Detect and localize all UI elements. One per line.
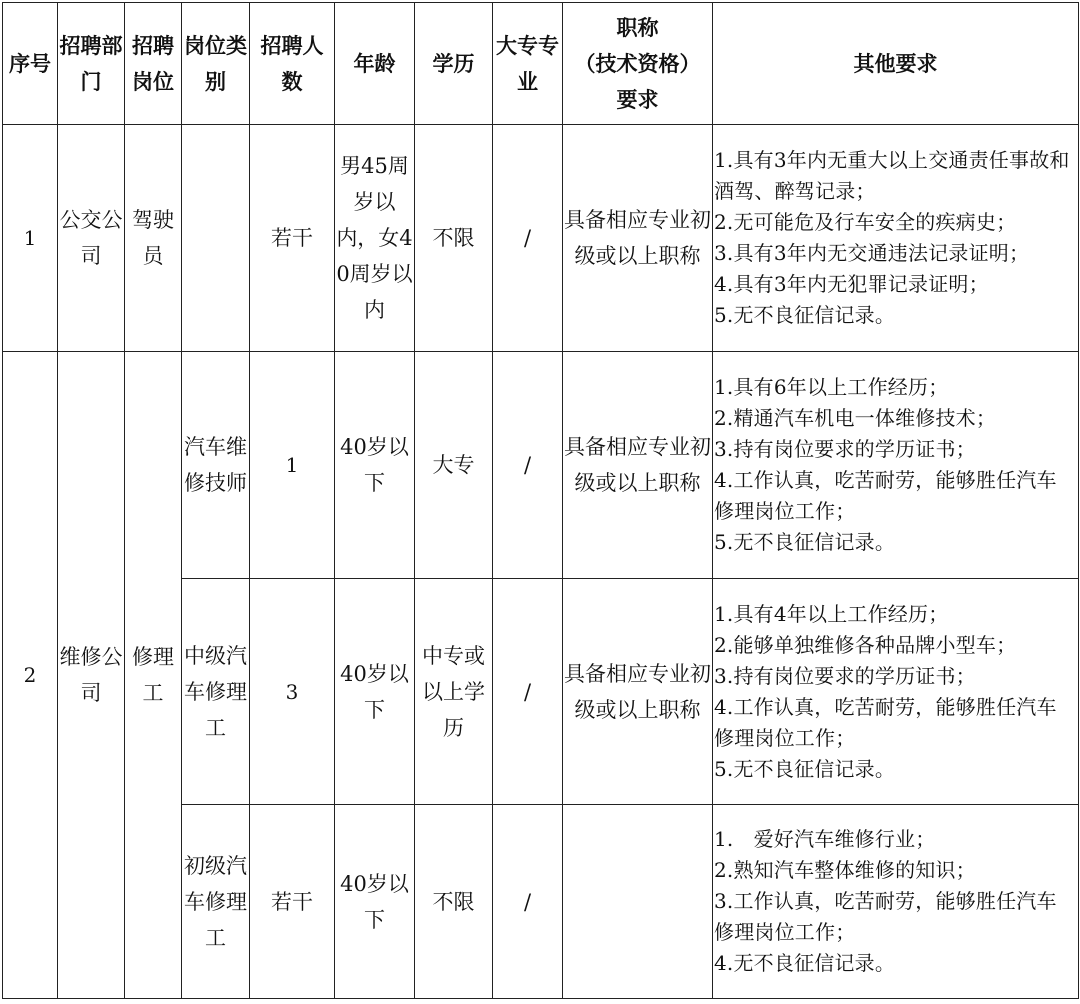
header-row [3,3,1079,125]
requirement-item: 3.持有岗位要求的学历证书； [714,663,976,688]
requirement-item: 4.工作认真，吃苦耐劳，能够胜任汽车修理岗位工作； [714,694,1057,750]
cell-post: 修理工 [125,352,182,999]
header-major: 大专专业 [493,3,563,125]
header-title-line3: 要求 [616,87,659,112]
table-row [3,352,1079,579]
cell-requirements [713,579,1079,805]
cell-edu: 不限 [415,805,493,999]
header-title-line2: （技术资格） [574,51,701,76]
cell-category: 汽车维修技师 [182,352,250,579]
cell-major: / [493,352,563,579]
cell-age: 男45周岁以内，女40周岁以内 [335,125,415,352]
cell-requirements [713,805,1079,999]
cell-category: 初级汽车修理工 [182,805,250,999]
requirement-item: 2.能够单独维修各种品牌小型车； [714,632,1017,657]
cell-requirements [713,352,1079,579]
requirement-item: 1. 爱好汽车维修行业； [714,827,936,851]
cell-requirements [713,125,1079,352]
cell-dept: 公交公司 [58,125,125,352]
header-category: 岗位类别 [182,3,250,125]
cell-edu: 不限 [415,125,493,352]
cell-age: 40岁以下 [335,352,415,579]
requirement-item: 1.具有6年以上工作经历； [714,375,949,399]
header-title [563,3,713,125]
header-age: 年龄 [335,3,415,125]
cell-dept: 维修公司 [58,352,125,999]
cell-age: 40岁以下 [335,805,415,999]
cell-seq: 2 [3,352,58,999]
header-seq: 序号 [3,3,58,125]
requirement-item: 2.无可能危及行车安全的疾病史； [714,210,1017,234]
cell-title: 具备相应专业初级或以上职称 [563,579,713,805]
cell-category [182,125,250,352]
header-dept: 招聘部门 [58,3,125,125]
recruitment-table [2,2,1079,999]
cell-seq: 1 [3,125,58,352]
header-other: 其他要求 [713,3,1079,125]
cell-category: 中级汽车修理工 [182,579,250,805]
header-count: 招聘人数 [250,3,335,125]
requirement-item: 4.具有3年内无犯罪记录证明； [714,272,989,296]
cell-count: 若干 [250,125,335,352]
cell-major: / [493,805,563,999]
requirement-item: 2.精通汽车机电一体维修技术； [714,406,997,430]
requirement-item: 3.工作认真，吃苦耐劳，能够胜任汽车修理岗位工作； [714,889,1057,944]
requirement-item: 4.无不良征信记录。 [714,951,896,975]
header-title-line1: 职称 [616,15,659,40]
requirement-item: 4.工作认真，吃苦耐劳，能够胜任汽车修理岗位工作； [714,468,1057,523]
requirement-item: 1.具有4年以上工作经历； [714,601,949,626]
requirement-item: 2.熟知汽车整体维修的知识； [714,858,976,882]
cell-major: / [493,125,563,352]
requirement-item: 5.无不良征信记录。 [714,530,896,554]
cell-age: 40岁以下 [335,579,415,805]
cell-edu: 中专或以上学历 [415,579,493,805]
requirement-item: 5.无不良征信记录。 [714,756,896,781]
table-row [3,125,1079,352]
header-edu: 学历 [415,3,493,125]
requirement-item: 5.无不良征信记录。 [714,303,896,327]
cell-count: 若干 [250,805,335,999]
cell-count: 3 [250,579,335,805]
cell-count: 1 [250,352,335,579]
requirement-item: 1.具有3年内无重大以上交通责任事故和酒驾、醉驾记录； [714,148,1070,203]
cell-title: 具备相应专业初级或以上职称 [563,125,713,352]
cell-title: 具备相应专业初级或以上职称 [563,352,713,579]
cell-post: 驾驶员 [125,125,182,352]
cell-edu: 大专 [415,352,493,579]
requirement-item: 3.持有岗位要求的学历证书； [714,437,976,461]
cell-major: / [493,579,563,805]
requirement-item: 3.具有3年内无交通违法记录证明； [714,241,1030,265]
cell-title [563,805,713,999]
header-post: 招聘岗位 [125,3,182,125]
